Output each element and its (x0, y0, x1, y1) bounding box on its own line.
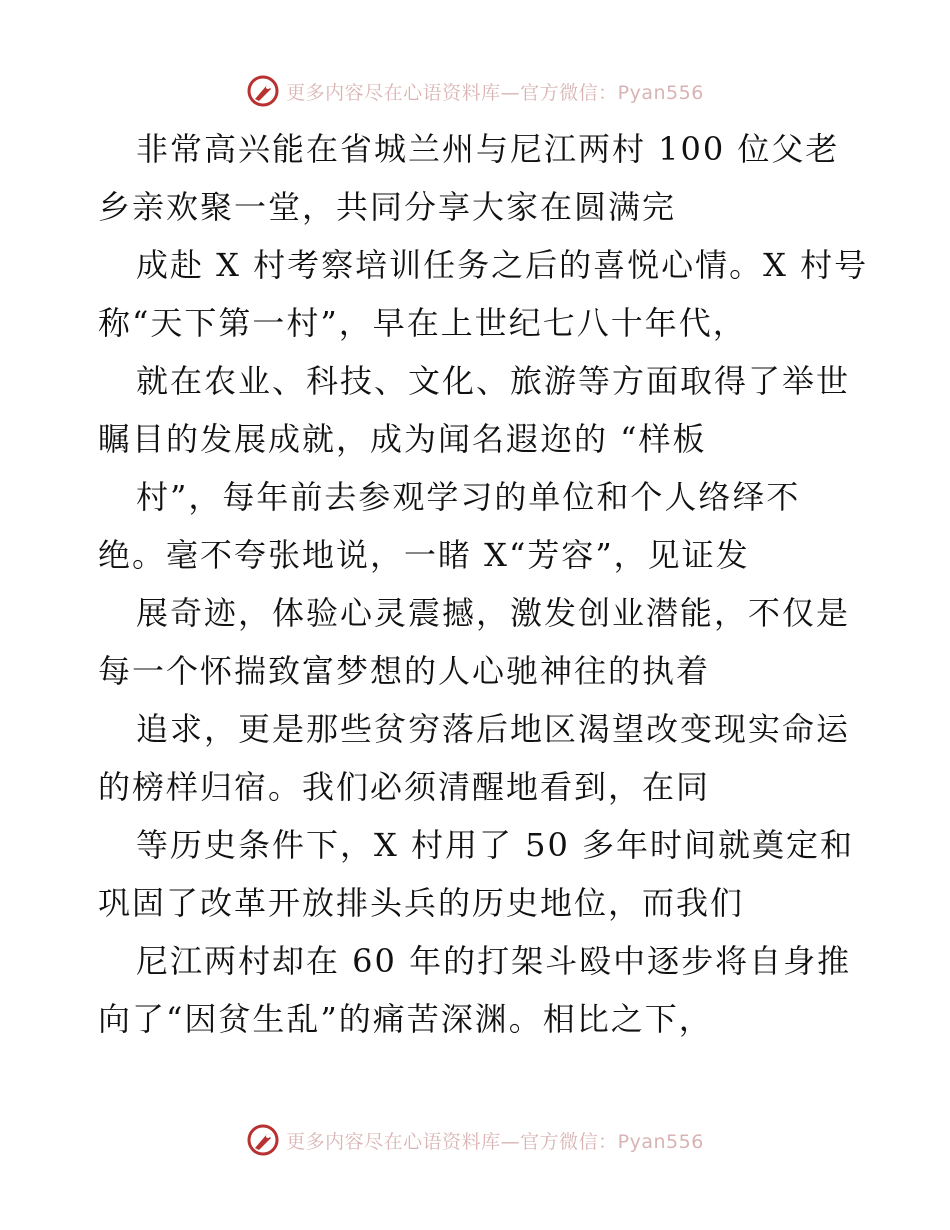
document-body (98, 120, 869, 1048)
text-line: 向了“因贫生乱”的痛苦深渊。相比之下， (98, 1000, 713, 1038)
text-line: 乡亲欢聚一堂，共同分享大家在圆满完 (98, 188, 677, 226)
text-line: 成赴 X 村考察培训任务之后的喜悦心情。X 村号 (136, 246, 869, 284)
text-line: 瞩目的发展成就，成为闻名遐迩的 “样板 (98, 420, 707, 458)
text-line: 尼江两村却在 60 年的打架斗殴中逐步将自身推 (136, 942, 852, 980)
pen-nib-circle-icon (246, 1123, 280, 1157)
header-watermark (0, 73, 950, 109)
text-line: 绝。毫不夸张地说，一睹 X“芳容”，见证发 (98, 536, 750, 574)
text-line: 的榜样归宿。我们必须清醒地看到，在同 (98, 768, 711, 806)
text-line: 就在农业、科技、文化、旅游等方面取得了举世 (136, 362, 851, 400)
text-line: 村”，每年前去参观学习的单位和个人络绎不 (136, 478, 801, 516)
text-line: 展奇迹，体验心灵震撼，激发创业潜能，不仅是 (136, 594, 851, 632)
watermark-text: 更多内容尽在心语资料库—官方微信：Pyan556 (286, 81, 704, 104)
text-line: 每一个怀揣致富梦想的人心驰神往的执着 (98, 652, 711, 690)
watermark-text: 更多内容尽在心语资料库—官方微信：Pyan556 (286, 1130, 704, 1153)
pen-nib-circle-icon (246, 74, 280, 108)
text-line: 巩固了改革开放排头兵的历史地位，而我们 (98, 884, 745, 922)
text-line: 等历史条件下，X 村用了 50 多年时间就奠定和 (136, 826, 855, 864)
text-line: 追求，更是那些贫穷落后地区渴望改变现实命运 (136, 710, 851, 748)
footer-watermark (0, 1122, 950, 1158)
text-line: 非常高兴能在省城兰州与尼江两村 100 位父老 (136, 130, 840, 168)
text-line: 称“天下第一村”，早在上世纪七八十年代， (98, 304, 747, 342)
